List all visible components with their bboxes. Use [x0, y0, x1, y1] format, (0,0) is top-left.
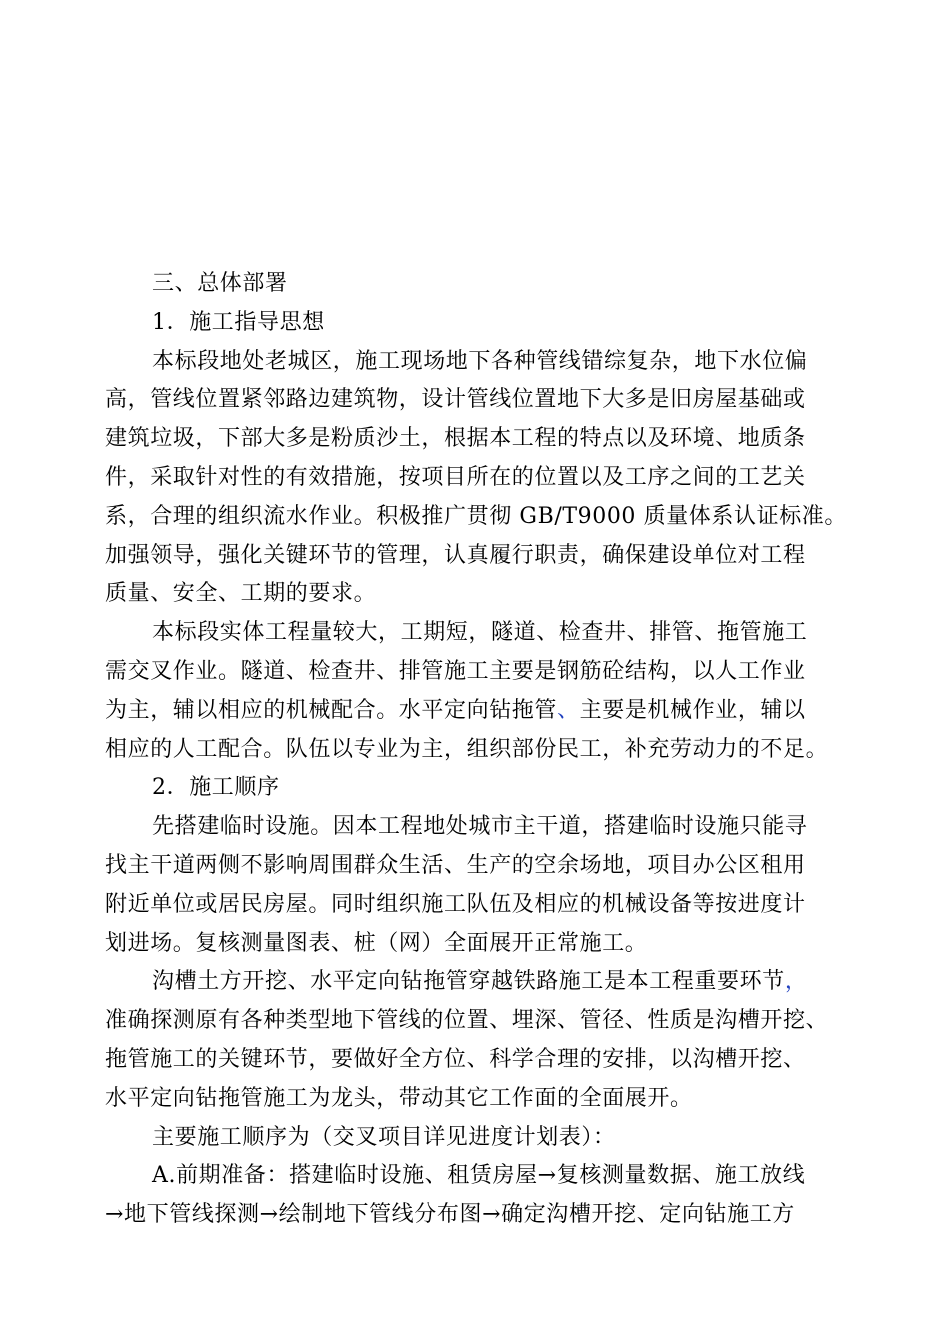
subsection-heading-construction-sequence: 2．施工顺序 — [152, 775, 280, 801]
paragraph-2-line: 需交叉作业。隧道、检查井、排管施工主要是钢筋砼结构，以人工作业 — [105, 658, 806, 684]
paragraph-3-line: 找主干道两侧不影响周围群众生活、生产的空余场地，项目办公区租用 — [105, 852, 806, 878]
blue-comma: ， — [784, 969, 808, 995]
subsection-heading-guiding-idea: 1．施工指导思想 — [152, 309, 325, 335]
paragraph-3-line: 先搭建临时设施。因本工程地处城市主干道，搭建临时设施只能寻 — [152, 814, 808, 840]
paragraph-1-line: 建筑垃圾，下部大多是粉质沙土，根据本工程的特点以及环境、地质条 — [105, 426, 806, 452]
paragraph-3-line: 划进场。复核测量图表、桩（网）全面展开正常施工。 — [105, 930, 648, 956]
paragraph-4-line: 水平定向钻拖管施工为龙头，带动其它工作面的全面展开。 — [105, 1085, 693, 1111]
paragraph-1-line: 质量、安全、工期的要求。 — [105, 581, 377, 607]
paragraph-4-line: 拖管施工的关键环节，要做好全方位、科学合理的安排，以沟槽开挖、 — [105, 1046, 806, 1072]
paragraph-1-line: 高，管线位置紧邻路边建筑物，设计管线位置地下大多是旧房屋基础或 — [105, 387, 806, 413]
blue-enumeration-comma: 、 — [557, 697, 580, 723]
paragraph-3-line: 附近单位或居民房屋。同时组织施工队伍及相应的机械设备等按进度计 — [105, 891, 806, 917]
paragraph-4-text: 沟槽土方开挖、水平定向钻拖管穿越铁路施工是本工程重要环节 — [152, 969, 785, 995]
paragraph-4-line: 准确探测原有各种类型地下管线的位置、埋深、管径、性质是沟槽开挖、 — [105, 1008, 829, 1034]
paragraph-1-line: 件，采取针对性的有效措施，按项目所在的位置以及工序之间的工艺关 — [105, 464, 806, 490]
paragraph-1-line: 本标段地处老城区，施工现场地下各种管线错综复杂，地下水位偏 — [152, 348, 808, 374]
paragraph-1-line: 系，合理的组织流水作业。积极推广贯彻 GB/T9000 质量体系认证标准。 — [105, 503, 848, 529]
paragraph-5-line: 主要施工顺序为（交叉项目详见进度计划表）： — [152, 1124, 616, 1150]
paragraph-4-line — [105, 963, 875, 1002]
paragraph-1-line: 加强领导，强化关键环节的管理，认真履行职责，确保建设单位对工程 — [105, 542, 806, 568]
section-heading: 三、总体部署 — [152, 271, 288, 296]
paragraph-2-line: 本标段实体工程量较大，工期短，隧道、检查井、排管、拖管施工 — [152, 620, 808, 646]
paragraph-6-line: A.前期准备：搭建临时设施、租赁房屋→复核测量数据、施工放线 — [152, 1163, 806, 1189]
paragraph-2-line — [105, 692, 875, 731]
paragraph-2-line: 相应的人工配合。队伍以专业为主，组织部份民工，补充劳动力的不足。 — [105, 736, 829, 762]
document-body — [105, 265, 875, 1235]
paragraph-2-text: 为主，辅以相应的机械配合。水平定向钻拖管 — [105, 697, 558, 723]
paragraph-2-text: 主要是机械作业，辅以 — [579, 697, 806, 723]
paragraph-6-line: →地下管线探测→绘制地下管线分布图→确定沟槽开挖、定向钻施工方 — [105, 1202, 795, 1228]
